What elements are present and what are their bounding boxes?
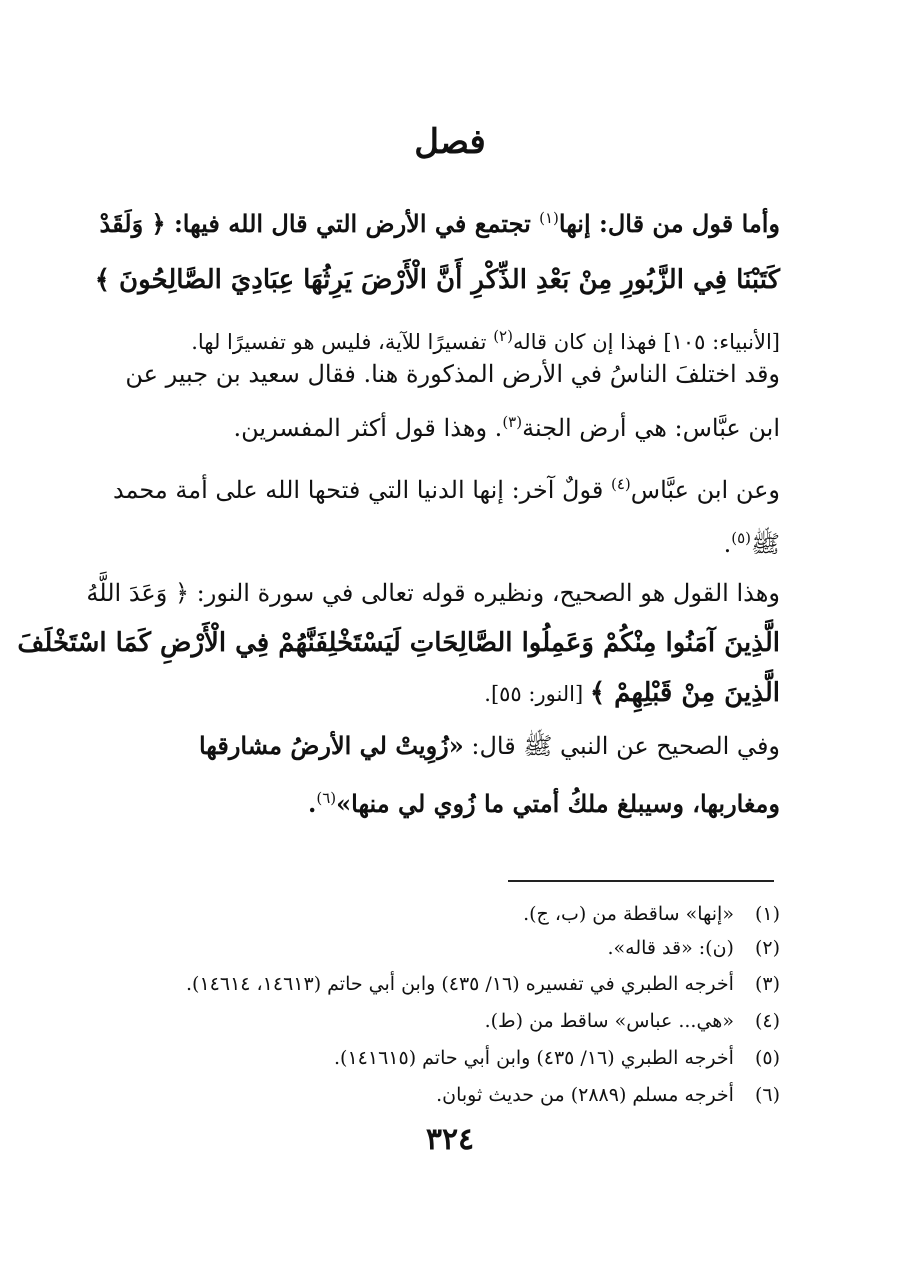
hadith-text-2: ومغاربها، وسيبلغ ملكُ أمتي ما زُوي لي منها» xyxy=(336,789,780,818)
p2-text-1: ابن عبَّاس: هي أرض الجنة xyxy=(522,414,780,442)
page-number: ٣٢٤ xyxy=(425,1122,475,1157)
p1-text-3: [الأنبياء: ١٠٥] فهذا إن كان قاله xyxy=(512,330,780,354)
section-title: فصل xyxy=(414,122,486,162)
footnote-4 xyxy=(100,1003,780,1040)
p2-line-2 xyxy=(120,398,780,452)
salutation-glyph: ﷺ xyxy=(751,530,780,558)
paragraph-5 xyxy=(120,720,780,830)
quran-verse-anbiya: كَتَبْنَا فِي الزَّبُورِ مِنْ بَعْدِ الذِّكْرِ أَنَّ الْأَرْضَ يَرِثُهَا عِبَادِيَ الصَّالِحُونَ ﴾ xyxy=(94,265,780,295)
footnote-1 xyxy=(100,896,780,933)
footnote-text: «هي... عباس» ساقط من (ط). xyxy=(484,1010,734,1032)
p4-line-1: وهذا القول هو الصحيح، ونظيره قوله تعالى في سورة النور: ﴿ وَعَدَ اللَّهُ xyxy=(86,579,780,607)
footnote-ref-2: (٢) xyxy=(493,327,513,345)
p3-text-1: وعن ابن عبَّاس xyxy=(630,476,780,504)
p3-line-1 xyxy=(112,460,780,514)
footnote-6 xyxy=(100,1077,780,1114)
footnote-text: (ن): «قد قاله». xyxy=(607,937,734,959)
footnote-number: (٥) xyxy=(754,1047,780,1069)
hadith-text-1: «زُوِيتْ لي الأرضُ مشارقها xyxy=(198,731,464,760)
footnote-number: (١) xyxy=(754,903,780,925)
footnote-text: أخرجه الطبري (١٦/ ٤٣٥) وابن أبي حاتم (١٤١٦١٥). xyxy=(334,1047,734,1069)
footnote-ref-3: (٣) xyxy=(502,413,523,431)
p3-line-2 xyxy=(120,514,780,568)
p1-text-1: وأما قول من قال: إنها xyxy=(558,209,780,238)
footnote-text: «إنها» ساقطة من (ب، ج). xyxy=(523,903,734,925)
p5-line-1 xyxy=(120,720,780,772)
footnote-ref-6: (٦) xyxy=(316,789,337,807)
paragraph-4 xyxy=(17,568,780,719)
paragraph-2 xyxy=(120,350,780,452)
footnote-number: (٤) xyxy=(754,1010,780,1032)
p5-text-1: وفي الصحيح عن النبي ﷺ قال: xyxy=(463,732,780,760)
footnote-number: (٣) xyxy=(754,973,780,995)
verse-reference: [النور: ٥٥]. xyxy=(484,682,590,706)
footnote-text: أخرجه مسلم (٢٨٨٩) من حديث ثوبان. xyxy=(436,1084,734,1106)
paragraph-3 xyxy=(112,460,780,568)
footnote-text: أخرجه الطبري في تفسيره (١٦/ ٤٣٥) وابن أبي حاتم (١٤٦١٣، ١٤٦١٤). xyxy=(186,973,734,995)
p1-text-4: تفسيرًا للآية، فليس هو تفسيرًا لها. xyxy=(191,330,494,354)
quran-verse-nur-end: الَّذِينَ مِنْ قَبْلِهِمْ ﴾ xyxy=(589,678,780,708)
p1-text-2: تجتمع في الأرض التي قال الله فيها: ﴿ وَلَقَدْ xyxy=(99,209,540,238)
paragraph-1 xyxy=(94,190,780,370)
p4-line-3 xyxy=(120,668,780,719)
footnote-number: (٢) xyxy=(754,937,780,959)
footnote-ref-5: (٥) xyxy=(731,529,751,547)
p2-text-2: . وهذا قول أكثر المفسرين. xyxy=(233,414,503,442)
footnote-ref-1: (١) xyxy=(539,209,559,227)
footnote-ref-4: (٤) xyxy=(610,475,631,493)
p5-line-2 xyxy=(120,772,780,830)
p3-text-3: . xyxy=(723,530,732,558)
footnote-5 xyxy=(100,1040,780,1077)
footnote-3 xyxy=(100,966,780,1003)
p3-text-2: قولٌ آخر: إنها الدنيا التي فتحها الله على أمة محمد xyxy=(112,476,611,504)
footnote-separator xyxy=(508,880,774,882)
p1-line-1 xyxy=(99,190,780,252)
p5-text-end: . xyxy=(308,789,317,818)
quran-verse-nur: الَّذِينَ آمَنُوا مِنْكُمْ وَعَمِلُوا الصَّالِحَاتِ لَيَسْتَخْلِفَنَّهُمْ فِي الْأَرْضِ كَمَا اسْتَخْلَفَ xyxy=(17,628,780,658)
p2-line-1: وقد اختلفَ الناسُ في الأرض المذكورة هنا. فقال سعيد بن جبير عن xyxy=(125,360,780,388)
footnote-2 xyxy=(100,930,780,967)
footnote-number: (٦) xyxy=(754,1084,780,1106)
